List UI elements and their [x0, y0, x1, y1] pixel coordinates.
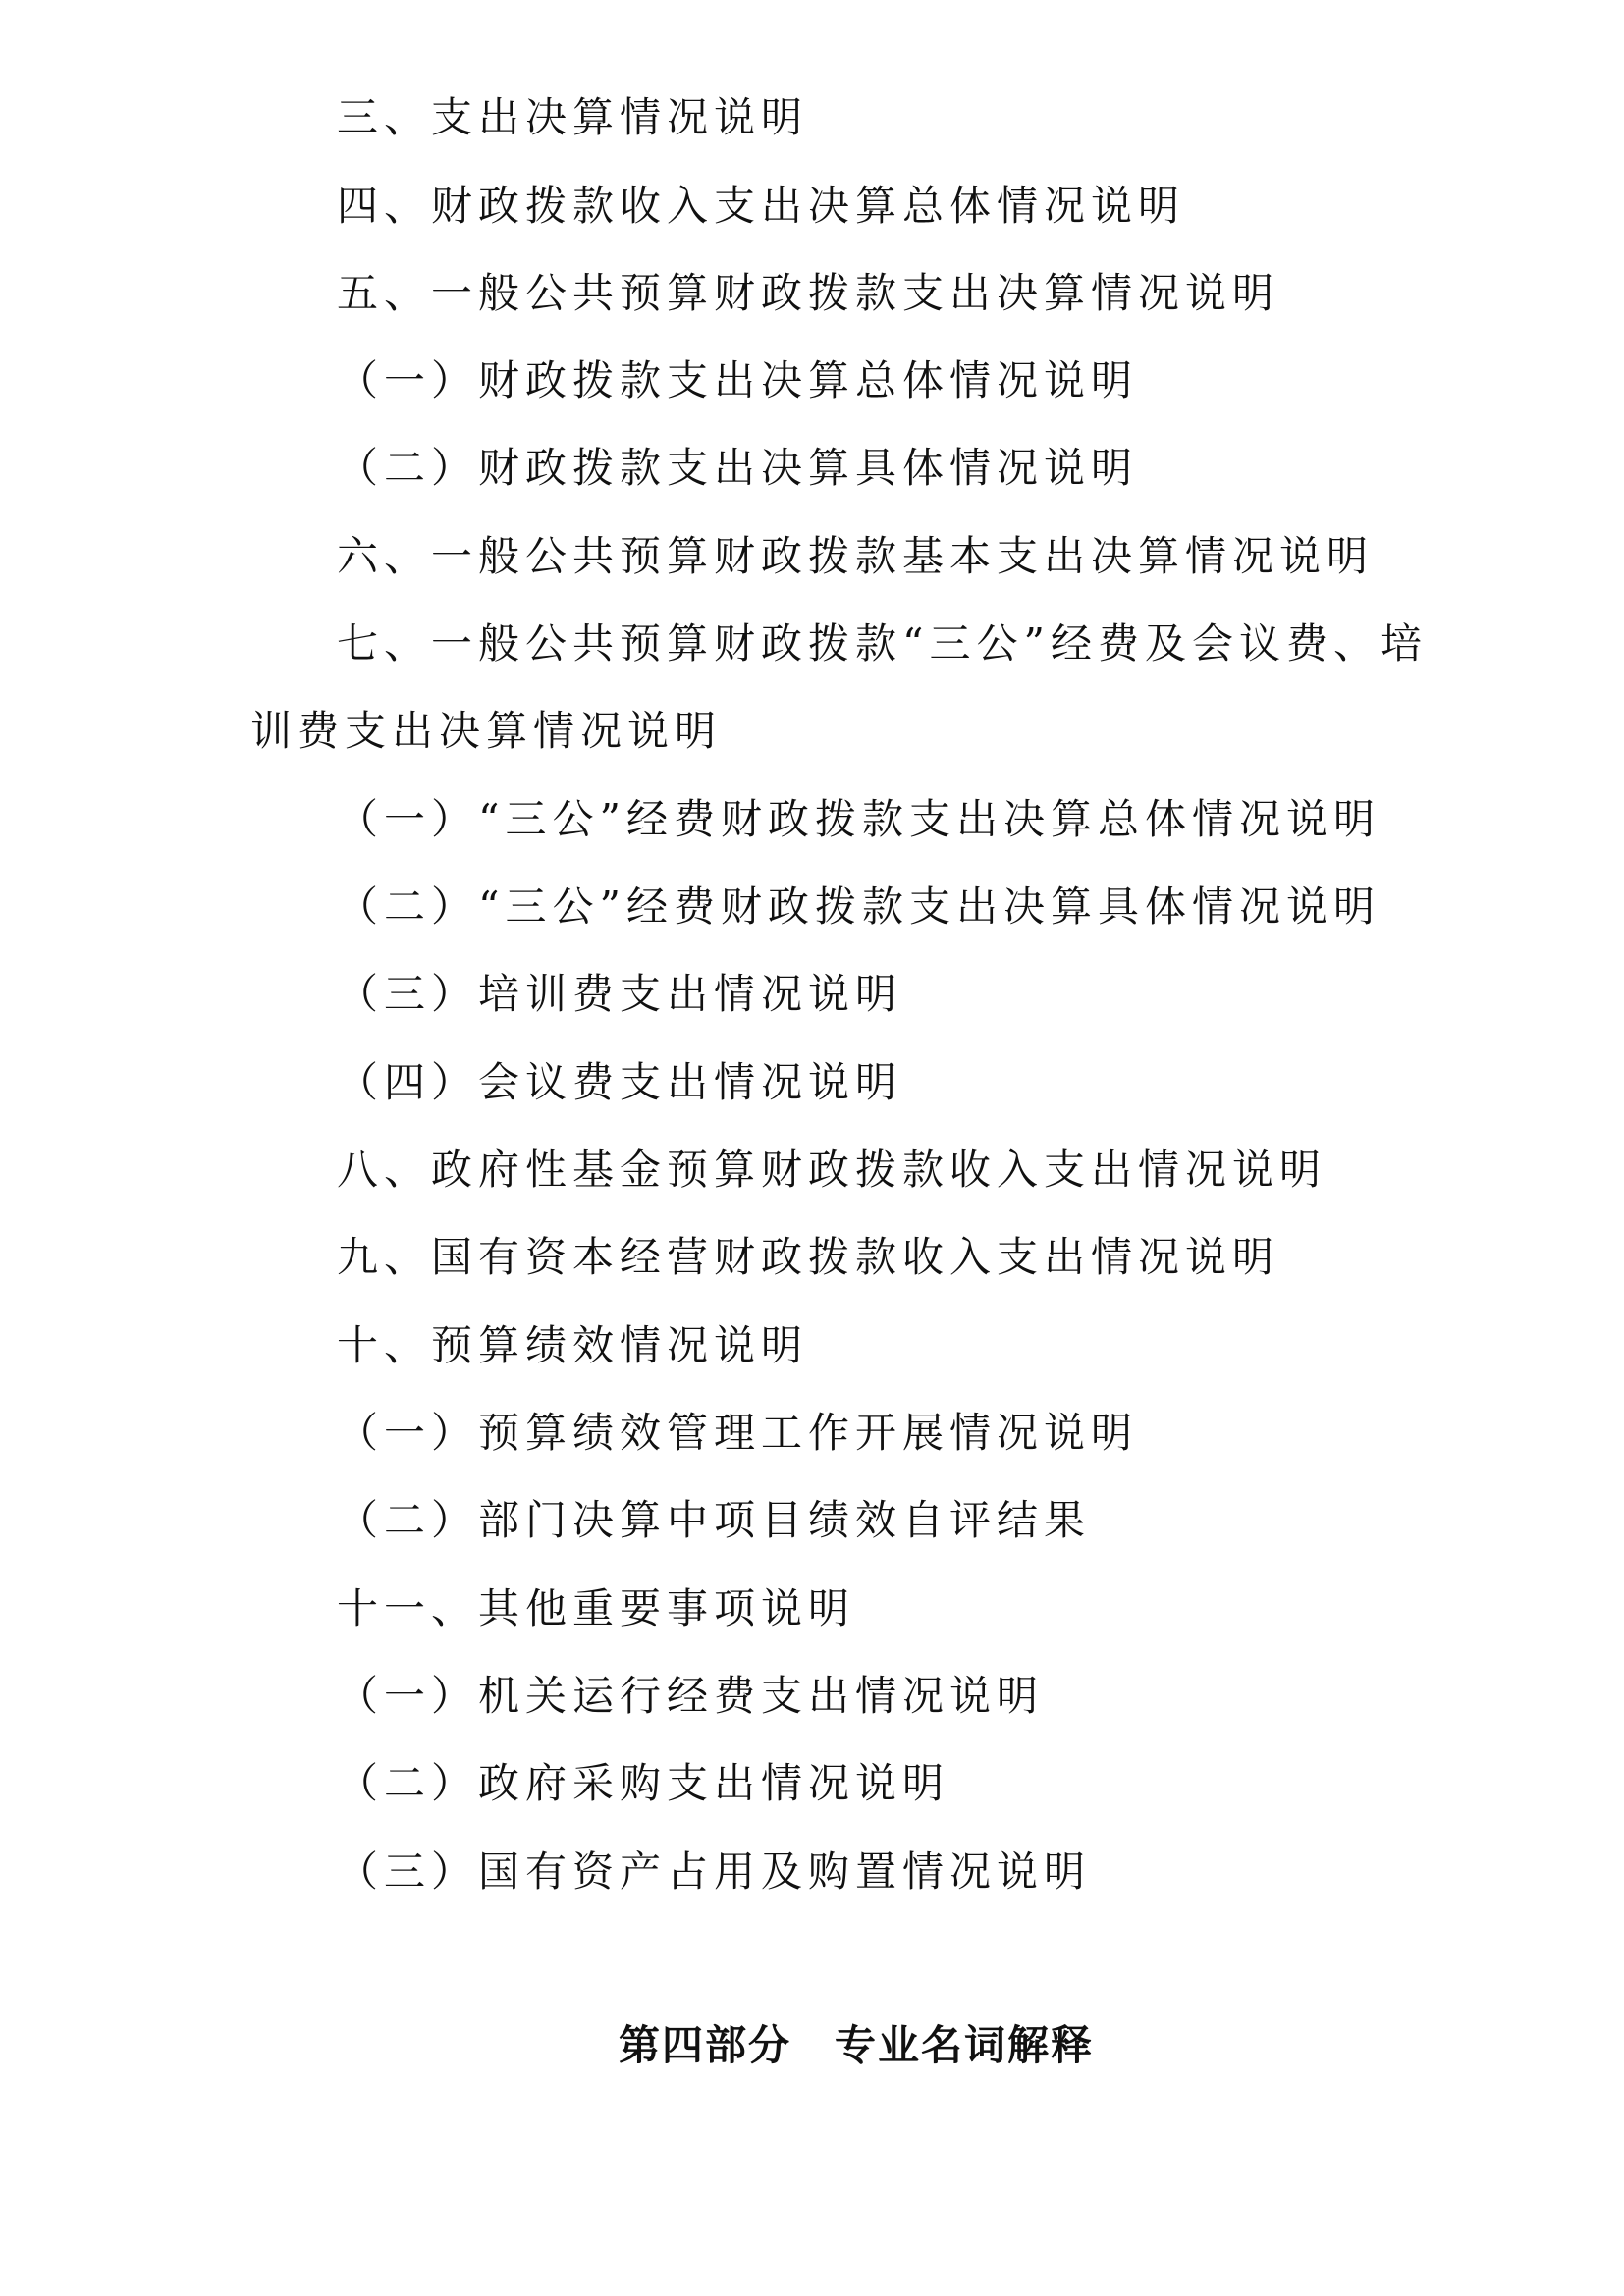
toc-item-11: 十一、其他重要事项说明	[337, 1584, 856, 1632]
toc-item-6: 六、一般公共预算财政拨款基本支出决算情况说明	[337, 532, 1375, 580]
toc-item-3: 三、支出决算情况说明	[337, 93, 809, 141]
toc-item-4: 四、财政拨款收入支出决算总体情况说明	[337, 182, 1186, 230]
toc-item-10-1: （一）预算绩效管理工作开展情况说明	[337, 1409, 1139, 1457]
toc-item-10-2: （二）部门决算中项目绩效自评结果	[337, 1496, 1092, 1544]
toc-item-7-2: （二）“三公”经费财政拨款支出决算具体情况说明	[337, 882, 1380, 931]
toc-item-10: 十、预算绩效情况说明	[337, 1321, 809, 1369]
toc-item-11-3: （三）国有资产占用及购置情况说明	[337, 1847, 1092, 1896]
toc-item-11-1: （一）机关运行经费支出情况说明	[337, 1672, 1045, 1720]
toc-item-7-3: （三）培训费支出情况说明	[337, 970, 903, 1018]
toc-item-5-2: （二）财政拨款支出决算具体情况说明	[337, 444, 1139, 492]
toc-item-7-1: （一）“三公”经费财政拨款支出决算总体情况说明	[337, 795, 1380, 843]
toc-item-5-1: （一）财政拨款支出决算总体情况说明	[337, 356, 1139, 404]
toc-item-7: 七、一般公共预算财政拨款“三公”经费及会议费、培	[337, 619, 1428, 667]
toc-item-11-2: （二）政府采购支出情况说明	[337, 1759, 950, 1807]
toc-item-5: 五、一般公共预算财政拨款支出决算情况说明	[337, 269, 1280, 317]
toc-item-9: 九、国有资本经营财政拨款收入支出情况说明	[337, 1233, 1280, 1281]
toc-item-8: 八、政府性基金预算财政拨款收入支出情况说明	[337, 1146, 1327, 1194]
section-heading: 第四部分 专业名词解释	[619, 2021, 1095, 2069]
toc-item-7-4: （四）会议费支出情况说明	[337, 1058, 903, 1106]
toc-item-7-continued: 训费支出决算情况说明	[250, 707, 723, 755]
